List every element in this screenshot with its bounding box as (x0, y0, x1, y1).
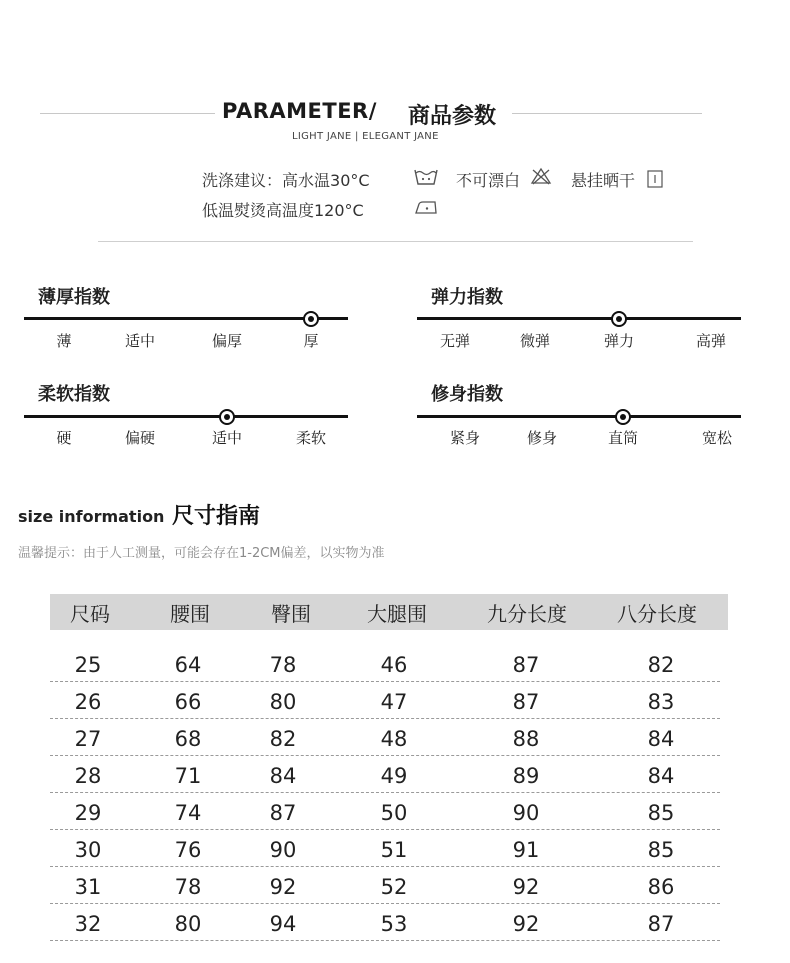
scale-title: 修身指数 (431, 384, 503, 405)
table-row-divider (50, 940, 720, 941)
table-cell: 78 (269, 653, 297, 677)
care-no-bleach: 不可漂白 (456, 171, 521, 190)
table-cell: 52 (380, 875, 408, 899)
table-cell: 74 (174, 801, 202, 825)
table-column-header: 臀围 (271, 602, 311, 626)
table-row-divider (50, 792, 720, 793)
table-cell: 94 (269, 912, 297, 936)
table-cell: 85 (647, 838, 675, 862)
scale-marker (219, 409, 235, 425)
table-cell: 87 (512, 653, 540, 677)
table-cell: 85 (647, 801, 675, 825)
care-wash-temp: 高水温30°C (282, 171, 370, 190)
table-cell: 31 (74, 875, 102, 899)
scale-title: 弹力指数 (431, 287, 503, 308)
size-title-en: size information (18, 507, 165, 526)
care-iron: 低温熨烫高温度120°C (202, 201, 364, 220)
iron-icon (413, 198, 439, 216)
scale-label: 修身 (526, 429, 558, 447)
scale-label: 硬 (56, 429, 72, 447)
table-cell: 87 (512, 690, 540, 714)
header-title-cn: 商品参数 (408, 104, 497, 129)
scale-label: 紧身 (449, 429, 481, 447)
scale-label: 弹力 (603, 332, 635, 350)
scale-label: 适中 (211, 429, 243, 447)
table-row-divider (50, 866, 720, 867)
table-column-header: 八分长度 (617, 602, 697, 626)
table-column-header: 大腿围 (367, 602, 427, 626)
table-row-divider (50, 903, 720, 904)
scale-track (417, 415, 741, 418)
table-cell: 84 (647, 727, 675, 751)
scale-marker (611, 311, 627, 327)
header-line-left (40, 113, 215, 114)
table-cell: 90 (269, 838, 297, 862)
table-column-header: 尺码 (70, 602, 110, 626)
table-cell: 92 (512, 875, 540, 899)
size-title-cn: 尺寸指南 (172, 504, 261, 529)
table-cell: 80 (174, 912, 202, 936)
table-cell: 25 (74, 653, 102, 677)
table-cell: 64 (174, 653, 202, 677)
table-cell: 84 (269, 764, 297, 788)
scale-label: 无弹 (439, 332, 471, 350)
header-title-en: PARAMETER/ (222, 99, 377, 123)
table-cell: 88 (512, 727, 540, 751)
table-cell: 66 (174, 690, 202, 714)
scale-marker (303, 311, 319, 327)
table-cell: 91 (512, 838, 540, 862)
scale-track (24, 415, 348, 418)
table-cell: 76 (174, 838, 202, 862)
table-row-divider (50, 718, 720, 719)
table-cell: 26 (74, 690, 102, 714)
table-cell: 68 (174, 727, 202, 751)
table-cell: 82 (647, 653, 675, 677)
table-row-divider (50, 755, 720, 756)
wash-tub-icon (413, 166, 439, 186)
table-row-divider (50, 681, 720, 682)
table-cell: 51 (380, 838, 408, 862)
table-cell: 92 (512, 912, 540, 936)
table-row-divider (50, 829, 720, 830)
scale-label: 偏厚 (211, 332, 243, 350)
table-cell: 47 (380, 690, 408, 714)
size-tip: 温馨提示：由于人工测量，可能会存在1-2CM偏差，以实物为准 (18, 546, 385, 561)
table-cell: 30 (74, 838, 102, 862)
scale-title: 薄厚指数 (38, 287, 110, 308)
table-cell: 87 (647, 912, 675, 936)
table-cell: 29 (74, 801, 102, 825)
scale-label: 微弹 (519, 332, 551, 350)
scale-label: 柔软 (295, 429, 327, 447)
table-cell: 48 (380, 727, 408, 751)
scale-track (417, 317, 741, 320)
table-cell: 27 (74, 727, 102, 751)
scale-label: 宽松 (701, 429, 733, 447)
care-hang-dry: 悬挂晒干 (571, 171, 636, 190)
hang-dry-icon (647, 170, 663, 188)
table-cell: 89 (512, 764, 540, 788)
no-bleach-icon (530, 167, 552, 185)
header-subtitle: LIGHT JANE | ELEGANT JANE (292, 131, 439, 142)
table-cell: 28 (74, 764, 102, 788)
table-cell: 90 (512, 801, 540, 825)
scale-label: 厚 (303, 332, 319, 350)
table-column-header: 腰围 (170, 602, 210, 626)
table-cell: 92 (269, 875, 297, 899)
table-cell: 83 (647, 690, 675, 714)
table-cell: 82 (269, 727, 297, 751)
table-cell: 71 (174, 764, 202, 788)
table-cell: 50 (380, 801, 408, 825)
table-cell: 53 (380, 912, 408, 936)
table-cell: 86 (647, 875, 675, 899)
table-cell: 78 (174, 875, 202, 899)
header-line-right (512, 113, 702, 114)
table-cell: 84 (647, 764, 675, 788)
scale-label: 偏硬 (124, 429, 156, 447)
table-cell: 80 (269, 690, 297, 714)
scale-label: 直筒 (607, 429, 639, 447)
scale-title: 柔软指数 (38, 384, 110, 405)
care-wash-line (202, 168, 370, 191)
scale-label: 高弹 (695, 332, 727, 350)
scale-marker (615, 409, 631, 425)
scale-label: 薄 (56, 332, 72, 350)
table-cell: 46 (380, 653, 408, 677)
care-wash-label: 洗涤建议： (202, 171, 283, 190)
table-cell: 32 (74, 912, 102, 936)
scale-label: 适中 (124, 332, 156, 350)
table-cell: 49 (380, 764, 408, 788)
table-column-header: 九分长度 (487, 602, 567, 626)
care-divider (98, 241, 693, 242)
table-cell: 87 (269, 801, 297, 825)
scale-track (24, 317, 348, 320)
